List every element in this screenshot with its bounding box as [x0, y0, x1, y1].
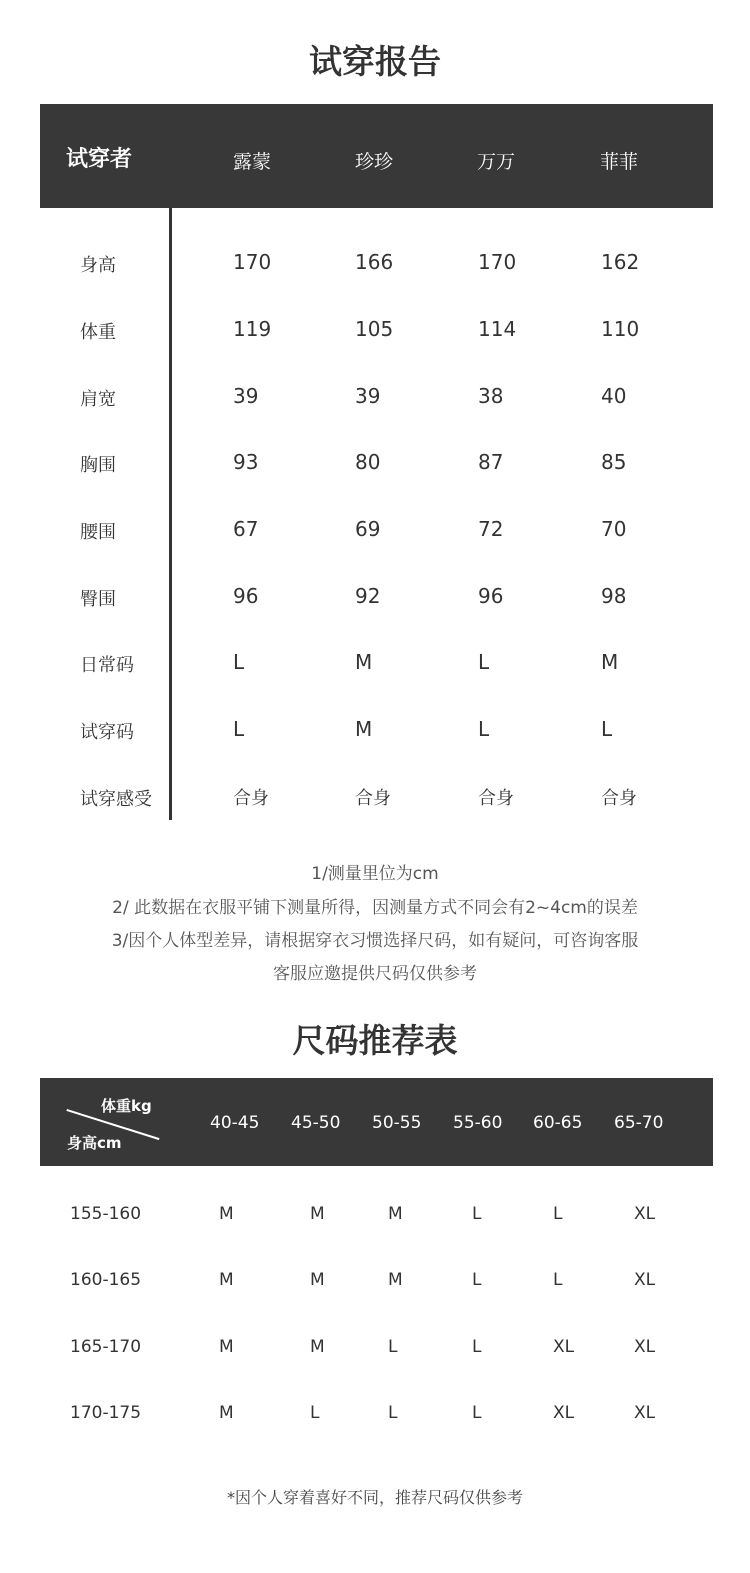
report-cell: 119 [233, 317, 272, 341]
report-header [40, 104, 713, 208]
report-cell: 72 [478, 517, 504, 541]
report-cell: 69 [355, 517, 381, 541]
size-cell: L [472, 1204, 482, 1224]
size-cell: M [388, 1204, 403, 1224]
row-label: 腰围 [80, 522, 116, 543]
size-cell: XL [634, 1403, 656, 1423]
tester-name: 露蒙 [233, 151, 272, 173]
size-cell: L [472, 1270, 482, 1290]
note-line: 2/ 此数据在衣服平铺下测量所得，因测量方式不同会有2~4cm的误差 [112, 898, 638, 918]
report-cell: L [233, 717, 245, 741]
note-line: 3/因个人体型差异，请根据穿衣习惯选择尺码，如有疑问，可咨询客服 [111, 931, 639, 951]
row-label: 体重 [80, 322, 116, 343]
row-label: 试穿感受 [80, 789, 152, 810]
size-cell: L [472, 1337, 482, 1357]
weight-range-header: 60-65 [533, 1113, 583, 1133]
size-cell: L [553, 1270, 563, 1290]
size-cell: M [310, 1204, 325, 1224]
report-cell: L [478, 650, 490, 674]
size-cell: M [219, 1337, 234, 1357]
size-cell: M [310, 1337, 325, 1357]
weight-range-header: 65-70 [614, 1113, 664, 1133]
report-divider-line [169, 208, 172, 820]
size-cell: XL [553, 1337, 575, 1357]
height-axis-label: 身高cm [67, 1134, 122, 1152]
size-recommendation-footnote: *因个人穿着喜好不同，推荐尺码仅供参考 [226, 1488, 523, 1507]
report-cell: 96 [478, 584, 504, 608]
report-title: 试穿报告 [309, 42, 441, 81]
weight-range-header: 50-55 [372, 1113, 422, 1133]
weight-range-header: 40-45 [210, 1113, 260, 1133]
report-cell: 92 [355, 584, 381, 608]
size-cell: L [388, 1337, 398, 1357]
row-label: 日常码 [80, 655, 134, 676]
report-cell: 80 [355, 450, 381, 474]
report-cell: 合身 [478, 788, 514, 809]
report-cell: 114 [478, 317, 517, 341]
tester-name: 菲菲 [600, 151, 639, 173]
report-cell: M [601, 650, 619, 674]
report-cell: 38 [478, 384, 504, 408]
size-cell: M [219, 1403, 234, 1423]
size-cell: L [310, 1403, 320, 1423]
report-cell: 98 [601, 584, 627, 608]
weight-range-header: 55-60 [453, 1113, 503, 1133]
size-cell: M [219, 1270, 234, 1290]
note-line: 1/测量里位为cm [311, 864, 439, 884]
report-cell: 合身 [233, 788, 269, 809]
note-line: 客服应邀提供尺码仅供参考 [273, 964, 477, 984]
row-label: 臀围 [80, 589, 116, 610]
size-cell: XL [634, 1337, 656, 1357]
row-label: 胸围 [80, 455, 116, 476]
report-cell: 合身 [355, 788, 391, 809]
report-cell: 110 [601, 317, 640, 341]
size-cell: M [219, 1204, 234, 1224]
report-cell: 87 [478, 450, 504, 474]
row-label: 身高 [80, 255, 116, 276]
report-cell: 40 [601, 384, 627, 408]
tester-name: 万万 [477, 151, 516, 173]
size-table-title: 尺码推荐表 [292, 1021, 458, 1060]
weight-range-header: 45-50 [291, 1113, 341, 1133]
weight-axis-label: 体重kg [101, 1097, 152, 1115]
row-label: 肩宽 [80, 389, 116, 410]
report-cell: 39 [355, 384, 381, 408]
size-table-header [40, 1078, 713, 1166]
row-label: 试穿码 [80, 722, 134, 743]
report-cell: L [233, 650, 245, 674]
report-cell: 170 [233, 250, 272, 274]
report-cell: 105 [355, 317, 394, 341]
size-cell: XL [634, 1270, 656, 1290]
report-cell: 166 [355, 250, 394, 274]
report-cell: 合身 [601, 788, 637, 809]
report-cell: M [355, 650, 373, 674]
report-cell: M [355, 717, 373, 741]
size-cell: M [388, 1270, 403, 1290]
report-cell: L [601, 717, 613, 741]
tester-header-label: 试穿者 [66, 147, 133, 172]
report-cell: 67 [233, 517, 259, 541]
size-cell: XL [553, 1403, 575, 1423]
height-range-label: 160-165 [70, 1270, 142, 1290]
size-cell: M [310, 1270, 325, 1290]
report-cell: 162 [601, 250, 640, 274]
height-range-label: 165-170 [70, 1337, 142, 1357]
size-cell: XL [634, 1204, 656, 1224]
height-range-label: 155-160 [70, 1204, 142, 1224]
report-cell: 39 [233, 384, 259, 408]
size-cell: L [472, 1403, 482, 1423]
report-cell: 93 [233, 450, 259, 474]
report-cell: 70 [601, 517, 627, 541]
size-cell: L [553, 1204, 563, 1224]
height-range-label: 170-175 [70, 1403, 142, 1423]
report-cell: L [478, 717, 490, 741]
tester-name: 珍珍 [355, 151, 394, 173]
report-cell: 96 [233, 584, 259, 608]
report-cell: 170 [478, 250, 517, 274]
size-cell: L [388, 1403, 398, 1423]
report-cell: 85 [601, 450, 627, 474]
